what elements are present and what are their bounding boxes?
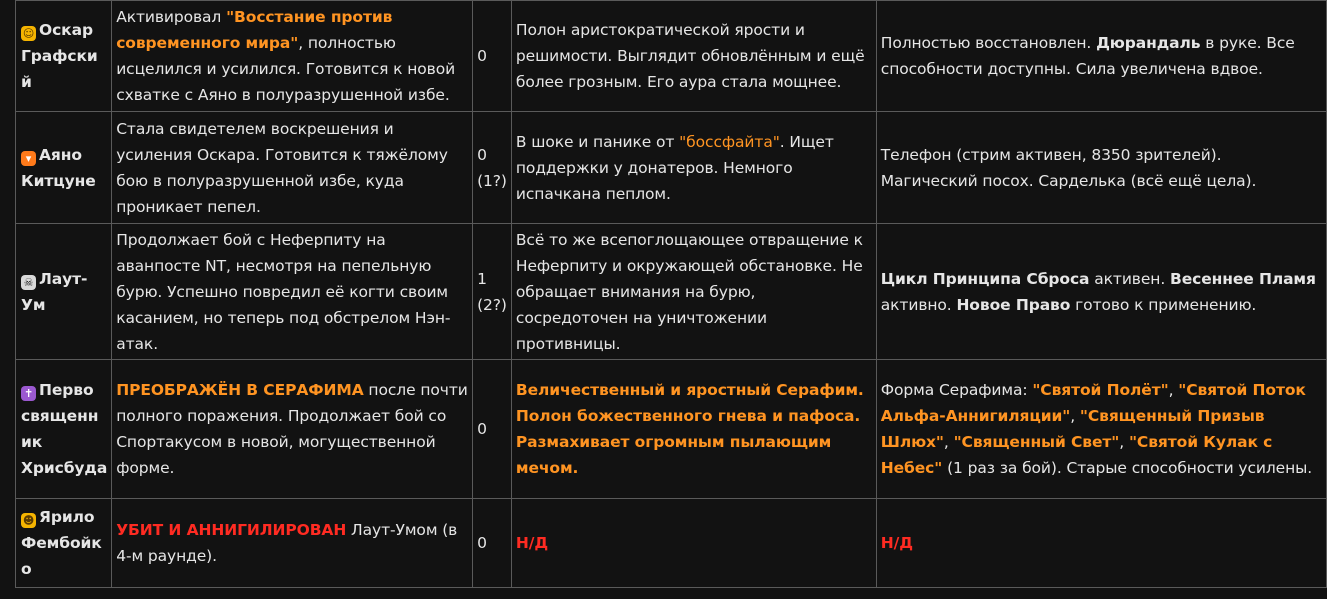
damage-value: 0 (477, 47, 487, 65)
damage-cell (473, 360, 512, 499)
character-name-line: о (21, 560, 32, 578)
status-cell (112, 112, 473, 224)
ability-name: "Священный Свет" (953, 433, 1120, 451)
inventory-text: , (1168, 381, 1179, 399)
mood-cell (511, 224, 876, 360)
characters-table (15, 0, 1327, 588)
inventory-item-bold: Весеннее Пламя (1169, 269, 1316, 288)
damage-value: 1 (477, 269, 487, 288)
damage-value-alt: (1?) (477, 171, 507, 190)
mood-cell (511, 1, 876, 112)
ability-name: "Святой Полёт" (1032, 381, 1169, 399)
character-name-line: Графски (21, 47, 98, 65)
inventory-text: , (943, 433, 954, 451)
character-name-cell (16, 112, 112, 224)
table-row (16, 112, 1327, 224)
inventory-cell (876, 1, 1326, 112)
damage-cell (473, 1, 512, 112)
character-name-line: Ум (21, 295, 46, 314)
inventory-text: Полностью восстановлен. (880, 34, 1097, 52)
inventory-text: активно. (880, 295, 957, 314)
grinning-face-icon: ☺ (22, 27, 35, 40)
inventory-cell (876, 224, 1326, 360)
ability-name: "Священный Призыв Шлюх" (880, 407, 1265, 451)
table-row (16, 499, 1327, 588)
ability-name: "Святой Поток Альфа-Аннигиляции" (880, 381, 1306, 425)
damage-value-alt: (2?) (477, 295, 507, 314)
character-name-cell (16, 499, 112, 588)
mood-text: Всё то же всепоглощающее отвращение к Неферпиту и окружающей обстановке. Не обращает внимания на бурю, сосредоточен на уничтожении противницы. (515, 230, 863, 353)
skull-icon: ☠ (21, 275, 36, 290)
character-name-line: Оскар (39, 21, 93, 39)
mood-text: В шоке и панике от (515, 132, 680, 151)
inventory-text: в руке. Все способности доступны. Сила увеличена вдвое. (880, 34, 1295, 78)
character-name-line: Китцуне (21, 171, 96, 190)
damage-value: 0 (477, 534, 487, 552)
character-name-cell (16, 360, 112, 499)
status-highlight: "Восстание против современного мира" (116, 8, 393, 52)
damage-value: 0 (477, 145, 487, 164)
inventory-cell (876, 360, 1326, 499)
mood-highlight: "боссфайта" (679, 132, 780, 151)
mood-text: . Ищет поддержки у донатеров. Немного испачкана пеплом. (515, 132, 834, 203)
table-row (16, 224, 1327, 360)
status-highlight: УБИТ И АННИГИЛИРОВАН (116, 521, 347, 539)
status-text: , полностью исцелился и усилился. Готовится к новой схватке с Аяно в полуразрушенной избе. (116, 34, 456, 104)
status-cell (112, 224, 473, 360)
damage-value: 0 (477, 420, 487, 438)
inventory-item-bold: Новое Право (956, 295, 1071, 314)
mood-cell (511, 360, 876, 499)
damage-cell (473, 499, 512, 588)
status-cell (112, 1, 473, 112)
inventory-text: (1 раз за бой). Старые способности усилены. (942, 459, 1313, 477)
inventory-cell (876, 499, 1326, 588)
inventory-na: Н/Д (880, 534, 913, 552)
character-name-cell (16, 224, 112, 360)
fox-face-icon: ▾ (21, 151, 36, 166)
damage-cell (473, 112, 512, 224)
table-row (16, 360, 1327, 499)
inventory-cell (876, 112, 1326, 224)
mood-cell (511, 112, 876, 224)
table-row (16, 1, 1327, 112)
mood-text: Полон аристократической ярости и решимости. Выглядит обновлённым и ещё более грозным. Его аура стала мощнее. (515, 21, 865, 91)
mood-highlight: Величественный и яростный Серафим. Полон божественного гнева и пафоса. Размахивает огромным пылающим мечом. (515, 381, 864, 477)
characters-table-wrapper (15, 0, 1327, 588)
character-name-line: й (21, 73, 32, 91)
status-text: Стала свидетелем воскрешения и усиления Оскара. Готовится к тяжёлому бою в полуразрушенной избе, куда проникает пепел. (116, 119, 448, 216)
inventory-item-bold: Цикл Принципа Сброса (880, 269, 1090, 288)
inventory-text: Форма Серафима: (880, 381, 1033, 399)
inventory-text: активен. (1089, 269, 1170, 288)
status-highlight: ПРЕОБРАЖЁН В СЕРАФИМА (116, 381, 364, 399)
character-name-line: Хрисбуда (21, 459, 108, 477)
inventory-text: Телефон (стрим активен, 8350 зрителей). Магический посох. Сарделька (всё ещё цела). (880, 145, 1257, 190)
character-name-cell (16, 1, 112, 112)
character-name-line: Перво (39, 381, 94, 399)
latin-cross-icon: ✝ (21, 386, 36, 401)
damage-cell (473, 224, 512, 360)
inventory-text: , (1119, 433, 1129, 451)
inventory-text: , (1070, 407, 1080, 425)
character-name-line: Аяно (39, 145, 82, 164)
mood-na: Н/Д (515, 534, 549, 552)
status-cell (112, 499, 473, 588)
status-cell (112, 360, 473, 499)
status-text: после почти полного поражения. Продолжает бой со Спортакусом в новой, могущественной форме. (116, 381, 468, 477)
ability-name: "Святой Кулак с Небес" (880, 433, 1273, 477)
person-icon: ☻ (22, 514, 35, 527)
inventory-item-bold: Дюрандаль (1096, 34, 1201, 52)
character-name-line: Лаут- (39, 269, 88, 288)
character-name-line: ик (21, 433, 43, 451)
character-name-line: Ярило (39, 508, 95, 526)
character-name-line: Фембойк (21, 534, 102, 552)
mood-cell (511, 499, 876, 588)
status-text: Лаут-Умом (в 4-м раунде). (116, 521, 458, 565)
status-text: Активировал (116, 8, 227, 26)
status-text: Продолжает бой с Неферпиту на аванпосте NT, несмотря на пепельную бурю. Успешно повредил её когти своим касанием, но теперь под обстрелом Нэн-атак. (116, 230, 451, 353)
inventory-text: готово к применению. (1070, 295, 1257, 314)
character-name-line: священн (21, 407, 99, 425)
